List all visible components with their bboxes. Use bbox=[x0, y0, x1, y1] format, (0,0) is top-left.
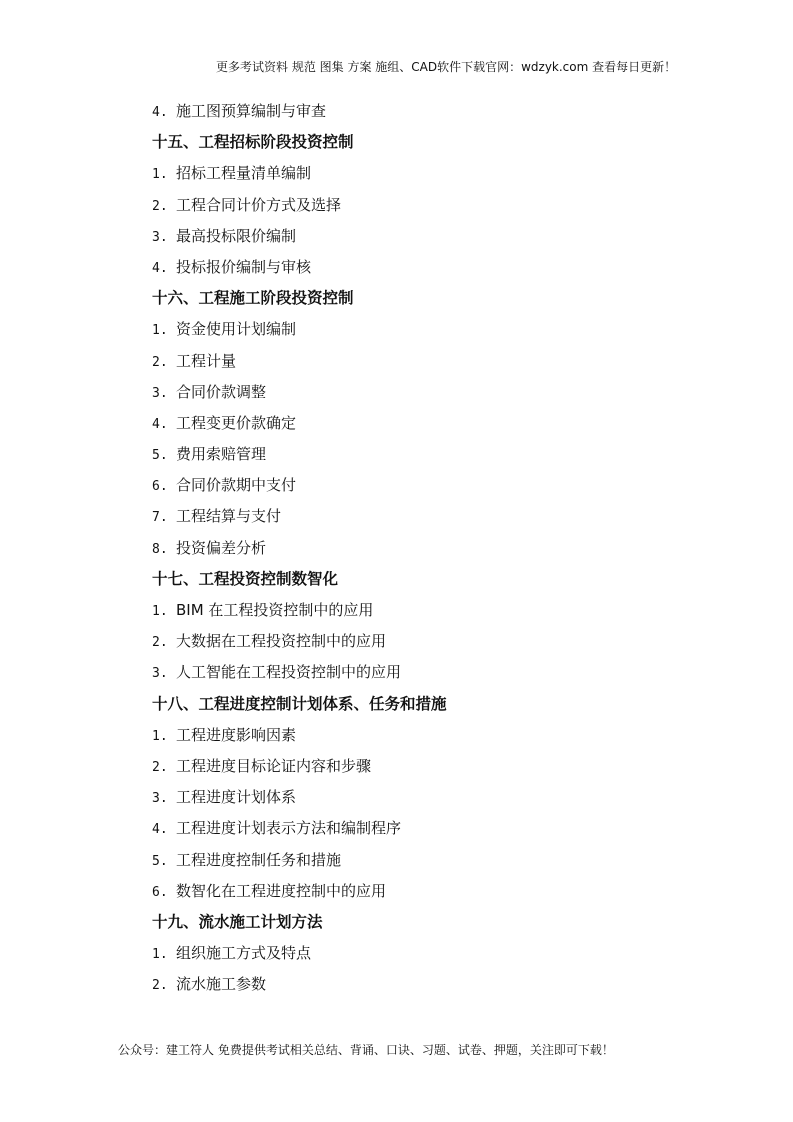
list-item bbox=[152, 938, 712, 969]
list-item-text: 投标报价编制与审核 bbox=[176, 257, 312, 276]
list-item-number: 3. bbox=[152, 791, 168, 807]
list-item bbox=[152, 470, 712, 501]
list-item-text: 合同价款期中支付 bbox=[176, 476, 297, 495]
list-item-text: 人工智能在工程投资控制中的应用 bbox=[176, 663, 402, 682]
list-item bbox=[152, 595, 712, 626]
list-item-text: 大数据在工程投资控制中的应用 bbox=[176, 632, 387, 651]
list-item-number: 3. bbox=[152, 229, 168, 245]
list-item bbox=[152, 720, 712, 751]
list-item-number: 7. bbox=[152, 510, 168, 526]
list-item-number: 2. bbox=[152, 635, 168, 651]
list-item-text: 费用索赔管理 bbox=[176, 445, 267, 464]
list-item bbox=[152, 751, 712, 782]
list-item-text: 工程进度目标论证内容和步骤 bbox=[176, 756, 372, 775]
list-item-number: 2. bbox=[152, 354, 168, 370]
list-item-number: 1. bbox=[152, 728, 168, 744]
list-item-number: 4. bbox=[152, 105, 168, 120]
list-item bbox=[152, 657, 712, 688]
list-item-number: 3. bbox=[152, 385, 168, 401]
list-item bbox=[152, 813, 712, 844]
list-item-number: 2. bbox=[152, 978, 168, 994]
list-item-number: 1. bbox=[152, 167, 168, 183]
list-item-text: 工程进度计划体系 bbox=[176, 788, 297, 807]
list-item bbox=[152, 501, 712, 532]
list-item bbox=[152, 533, 712, 564]
list-item bbox=[152, 439, 712, 470]
list-item bbox=[152, 346, 712, 377]
list-item-number: 6. bbox=[152, 884, 168, 900]
list-item-text: 合同价款调整 bbox=[176, 382, 267, 401]
list-item-number: 2. bbox=[152, 198, 168, 214]
section-heading: 十六、工程施工阶段投资控制 bbox=[152, 289, 354, 308]
section-heading: 十八、工程进度控制计划体系、任务和措施 bbox=[152, 694, 447, 713]
list-item bbox=[152, 408, 712, 439]
list-item-text: 施工图预算编制与审查 bbox=[176, 102, 327, 120]
list-item-number: 5. bbox=[152, 853, 168, 869]
list-item-number: 1. bbox=[152, 323, 168, 339]
page-header-banner: 更多考试资料 规范 图集 方案 施组、CAD软件下载官网：wdzyk.com 查看每日更新！ bbox=[216, 60, 677, 74]
list-item bbox=[152, 845, 712, 876]
list-item bbox=[152, 221, 712, 252]
list-item bbox=[152, 626, 712, 657]
section-heading: 十七、工程投资控制数智化 bbox=[152, 569, 339, 588]
section-heading: 十五、工程招标阶段投资控制 bbox=[152, 133, 354, 152]
list-item-text: 工程计量 bbox=[176, 351, 237, 370]
list-item bbox=[152, 252, 712, 283]
list-item-text: 工程合同计价方式及选择 bbox=[176, 195, 342, 214]
list-item bbox=[152, 876, 712, 907]
list-item-text: 工程进度影响因素 bbox=[176, 725, 297, 744]
list-item-number: 4. bbox=[152, 822, 168, 838]
section-heading: 十九、流水施工计划方法 bbox=[152, 912, 323, 931]
list-item-number: 6. bbox=[152, 479, 168, 495]
list-item-text: 工程变更价款确定 bbox=[176, 413, 297, 432]
list-item-text: 工程进度计划表示方法和编制程序 bbox=[176, 819, 402, 838]
list-item bbox=[152, 314, 712, 345]
list-item bbox=[152, 969, 712, 1000]
document-body bbox=[152, 96, 712, 1000]
list-item-text: 招标工程量清单编制 bbox=[176, 164, 312, 183]
list-item-text: BIM 在工程投资控制中的应用 bbox=[176, 601, 374, 619]
list-item bbox=[152, 96, 712, 127]
list-item-text: 流水施工参数 bbox=[176, 975, 267, 994]
list-item-number: 5. bbox=[152, 448, 168, 464]
list-item-number: 4. bbox=[152, 416, 168, 432]
list-item-number: 8. bbox=[152, 541, 168, 557]
list-item-number: 1. bbox=[152, 947, 168, 963]
list-item-number: 2. bbox=[152, 759, 168, 775]
list-item-text: 投资偏差分析 bbox=[176, 538, 267, 557]
list-item bbox=[152, 158, 712, 189]
list-item-number: 3. bbox=[152, 666, 168, 682]
list-item-text: 工程进度控制任务和措施 bbox=[176, 850, 342, 869]
list-item-text: 最高投标限价编制 bbox=[176, 226, 297, 245]
list-item-number: 1. bbox=[152, 604, 168, 619]
list-item-text: 数智化在工程进度控制中的应用 bbox=[176, 881, 387, 900]
list-item-text: 组织施工方式及特点 bbox=[176, 944, 312, 963]
page-footer-banner: 公众号：建工符人 免费提供考试相关总结、背诵、口诀、习题、试卷、押题，关注即可下载！ bbox=[118, 1043, 614, 1057]
list-item-number: 4. bbox=[152, 260, 168, 276]
list-item-text: 资金使用计划编制 bbox=[176, 320, 297, 339]
list-item-text: 工程结算与支付 bbox=[176, 507, 282, 526]
list-item bbox=[152, 190, 712, 221]
list-item bbox=[152, 377, 712, 408]
list-item bbox=[152, 782, 712, 813]
